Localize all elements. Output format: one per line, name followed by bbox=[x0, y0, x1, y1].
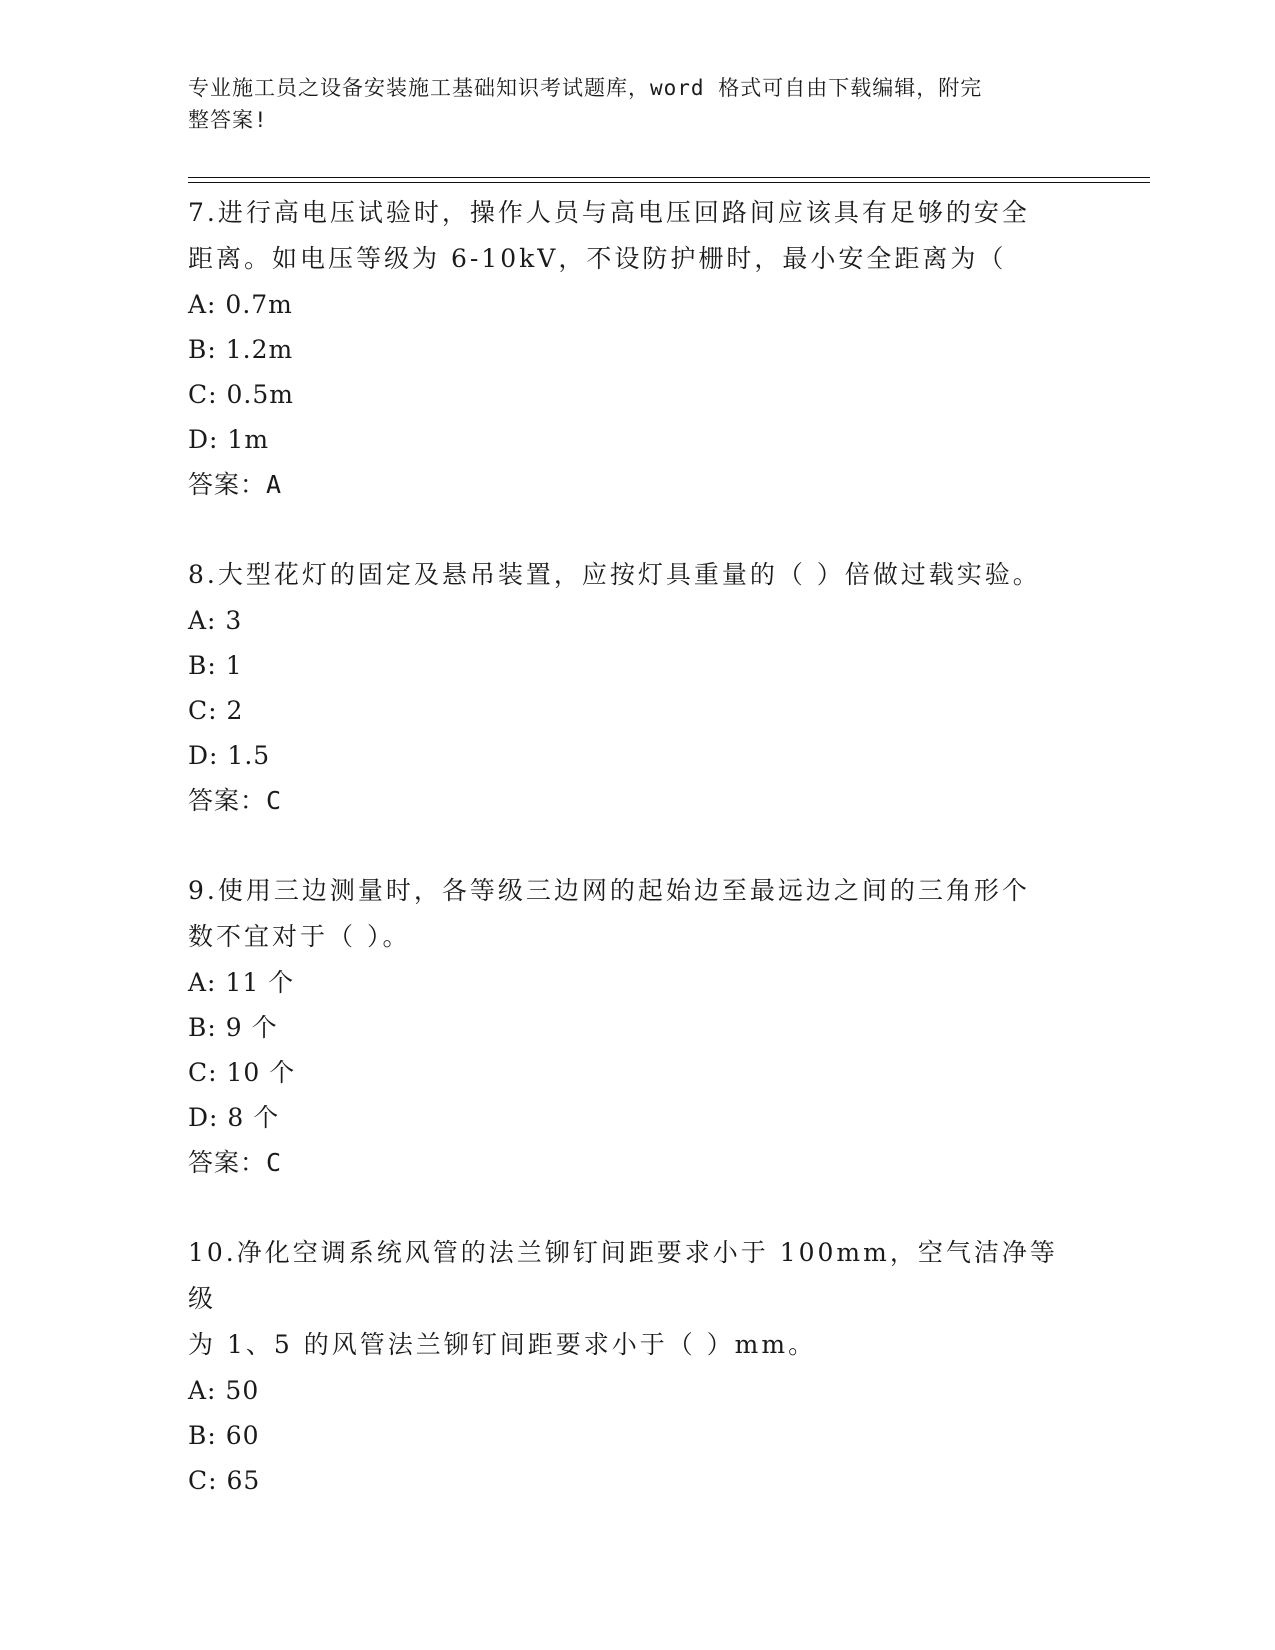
question-stem-line: 距离。如电压等级为 6-10kV，不设防护栅时，最小安全距离为（ bbox=[188, 244, 1007, 273]
option-a: A: 11 个 bbox=[188, 968, 295, 997]
question-stem-line: 为 1、5 的风管法兰铆钉间距要求小于（ ）mm。 bbox=[188, 1330, 817, 1359]
option-c: C: 0.5m bbox=[188, 380, 294, 409]
question-list bbox=[188, 190, 1068, 1547]
question-stem-line: 10.净化空调系统风管的法兰铆钉间距要求小于 100mm，空气洁净等级 bbox=[188, 1238, 1058, 1313]
header-title-line-2: 整答案! bbox=[188, 108, 268, 132]
option-d: D: 1m bbox=[188, 425, 270, 454]
option-c: C: 65 bbox=[188, 1466, 261, 1495]
question-stem-line: 8.大型花灯的固定及悬吊装置，应按灯具重量的（ ）倍做过载实验。 bbox=[188, 560, 1041, 589]
option-b: B: 9 个 bbox=[188, 1013, 278, 1042]
option-c: C: 10 个 bbox=[188, 1058, 296, 1087]
option-b: B: 1.2m bbox=[188, 335, 294, 364]
option-a: A: 3 bbox=[188, 606, 243, 635]
option-b: B: 60 bbox=[188, 1421, 260, 1450]
option-a: A: 0.7m bbox=[188, 290, 293, 319]
option-d: D: 8 个 bbox=[188, 1103, 280, 1132]
answer-text: 答案：C bbox=[188, 786, 283, 815]
question-stem-line: 数不宜对于（ ）。 bbox=[188, 922, 411, 951]
answer-text: 答案：A bbox=[188, 470, 283, 499]
question-stem-line: 7.进行高电压试验时，操作人员与高电压回路间应该具有足够的安全 bbox=[188, 198, 1030, 227]
option-c: C: 2 bbox=[188, 696, 244, 725]
question-stem-line: 9.使用三边测量时，各等级三边网的起始边至最远边之间的三角形个 bbox=[188, 876, 1030, 905]
question-9 bbox=[188, 868, 1068, 1186]
option-a: A: 50 bbox=[188, 1376, 260, 1405]
answer-text: 答案：C bbox=[188, 1148, 283, 1177]
option-b: B: 1 bbox=[188, 651, 243, 680]
option-d: D: 1.5 bbox=[188, 741, 271, 770]
header-divider-thin bbox=[188, 182, 1150, 183]
question-8 bbox=[188, 552, 1068, 824]
header-title-line-1: 专业施工员之设备安装施工基础知识考试题库，word 格式可自由下载编辑，附完 bbox=[188, 76, 983, 100]
question-7 bbox=[188, 190, 1068, 508]
document-header bbox=[188, 72, 1068, 136]
header-divider-thick bbox=[188, 177, 1150, 178]
question-10 bbox=[188, 1230, 1068, 1503]
